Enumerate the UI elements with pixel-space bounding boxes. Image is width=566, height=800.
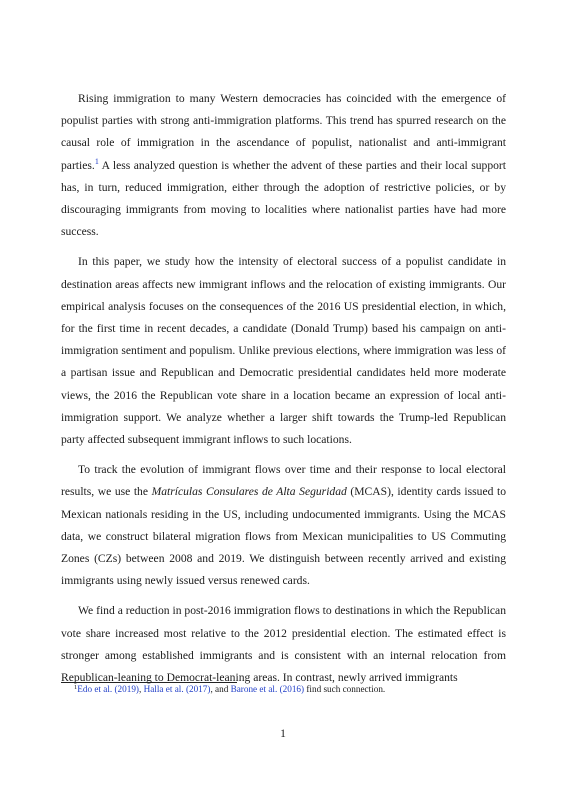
footnote-tail: find such connection. <box>304 684 386 694</box>
page-number: 1 <box>280 727 286 740</box>
footnote-separator-2: , and <box>210 684 231 694</box>
citation-barone-2016[interactable]: Barone et al. (2016) <box>230 684 305 694</box>
citation-halla-2017[interactable]: Halla et al. (2017) <box>143 684 211 694</box>
paragraph-3-italic-term: Matrículas Consulares de Alta Seguridad <box>151 485 347 499</box>
footnote-marker: 1 <box>74 684 78 691</box>
body-text <box>61 88 506 689</box>
paragraph-4: We find a reduction in post-2016 immigration flows to destinations in which the Republican vote share increased most relative to the 2012 presidential election. The estimated effect is stronger among established immigrants and is consistent with an internal relocation from Republican-leaning to Democrat-leaning areas. In contrast, newly arrived immigrants <box>61 604 506 685</box>
paragraph-3-text-b: (MCAS), identity cards issued to Mexican nationals residing in the US, including undocumented immigrants. Using the MCAS data, we construct bilateral migration flows from Mexican municipalities to US Commuting Zones (CZs) between 2008 and 2019. We distinguish between recently arrived and existing immigrants using newly issued versus renewed cards. <box>61 485 506 588</box>
paragraph-3-text-a: To track the evolution of immigrant flows over time and their response to local electoral results, we use the <box>61 463 506 499</box>
citation-edo-2019[interactable]: Edo et al. (2019) <box>77 684 139 694</box>
paragraph-1 <box>61 88 506 243</box>
paragraph-1-text-b: A less analyzed question is whether the advent of these parties and their local support has, in turn, reduced immigration, either through the adoption of restrictive policies, or by discouraging immigrants from moving to localities where nationalist parties have had more success. <box>61 158 506 239</box>
paragraph-2: In this paper, we study how the intensity of electoral success of a populist candidate in destination areas affects new immigrant inflows and the relocation of existing immigrants. Our empirical analysis focuses on the consequences of the 2016 US presidential election, in which, for the first time in recent decades, a candidate (Donald Trump) based his campaign on anti-immigration sentiment and populism. Unlike previous elections, where immigration was less of a partisan issue and Republican and Democratic presidential candidates held more moderate views, the 2016 the Republican vote share in a location became an expression of local anti-immigration support. We analyze whether a larger shift towards the Trump-led Republican party affected subsequent immigrant inflows to such locations. <box>61 255 506 447</box>
paragraph-3 <box>61 459 506 592</box>
paragraph-1-text-a: Rising immigration to many Western democracies has coincided with the emergence of populist parties with strong anti-immigration platforms. This trend has spurred research on the causal role of immigration in the ascendance of populist, nationalist and anti-immigrant parties. <box>61 92 506 172</box>
footnote-ref-1[interactable]: 1 <box>94 156 99 166</box>
footnote-separator-1: , <box>139 684 144 694</box>
footnote-1 <box>74 683 506 696</box>
